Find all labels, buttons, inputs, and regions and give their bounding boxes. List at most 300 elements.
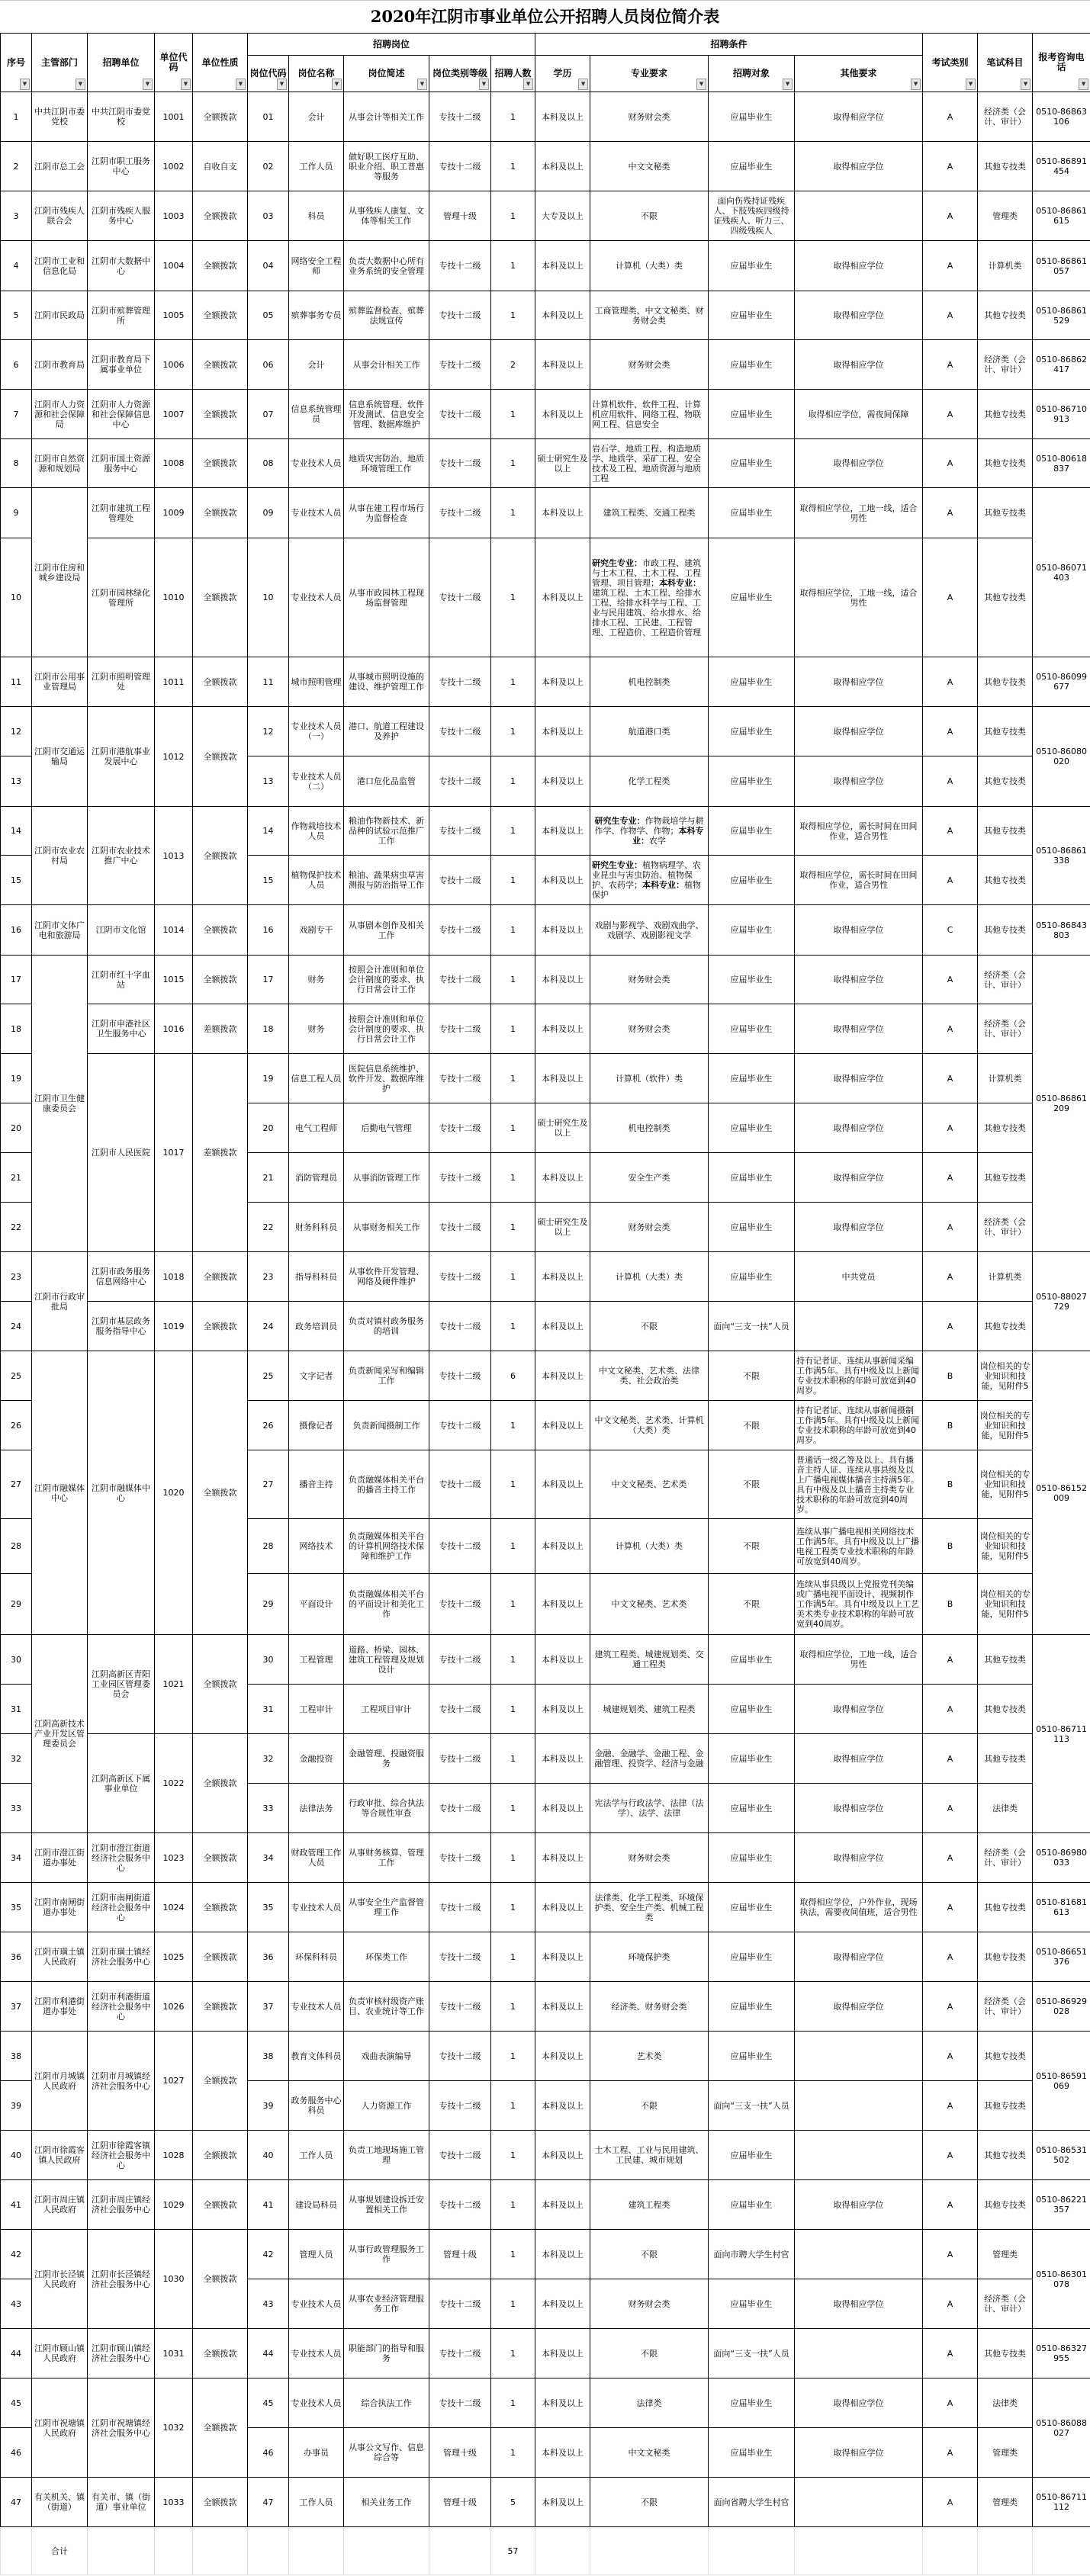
table-row <box>1 1833 1090 1883</box>
cell-exam-type: A <box>923 1302 978 1351</box>
cell-exam-type: A <box>923 707 978 756</box>
cell-edu: 本科及以上 <box>535 1883 590 1932</box>
cell-phone: 0510-86071403 <box>1033 488 1090 657</box>
cell-other: 取得相应学位 <box>795 1054 923 1103</box>
dropdown-filter-icon[interactable]: ▼ <box>696 79 706 90</box>
cell-nature: 全额拨款 <box>193 1982 248 2032</box>
cell-exam-type: A <box>923 1004 978 1054</box>
cell-unit: 江阴市基层政务服务指导中心 <box>88 1302 155 1351</box>
cell-dept: 江阴市残疾人联合会 <box>32 191 88 241</box>
cell-unit: 江阴市长泾镇经济社会服务中心 <box>88 2230 155 2329</box>
cell-exam-type: A <box>923 1103 978 1153</box>
cell-post-name: 专业技术人员 <box>289 538 344 657</box>
header-post-code: 岗位代码 ▼ <box>248 56 289 92</box>
cell-level: 专技十二级 <box>429 1734 491 1784</box>
cell-phone: 0510-86891454 <box>1033 142 1090 191</box>
cell-post-desc: 后勤电气管理 <box>344 1103 429 1153</box>
cell-unit-code: 1006 <box>155 340 193 390</box>
cell-edu: 本科及以上 <box>535 2081 590 2131</box>
table-row <box>1 340 1090 390</box>
cell-phone: 0510-86711113 <box>1033 1635 1090 1833</box>
cell-unit: 江阴高新区下属事业单位 <box>88 1734 155 1833</box>
cell-target: 应届毕业生 <box>709 142 795 191</box>
cell-count: 1 <box>491 390 535 439</box>
cell-exam-type: A <box>923 1635 978 1685</box>
cell-unit: 江阴市港航事业发展中心 <box>88 707 155 807</box>
cell-other: 取得相应学位，工地一线，适合男性 <box>795 488 923 538</box>
cell-post-code: 21 <box>248 1153 289 1203</box>
cell-unit-code: 1027 <box>155 2032 193 2131</box>
cell-post-name: 办事员 <box>289 2428 344 2478</box>
cell-exam-type: A <box>923 2032 978 2081</box>
cell-other: 取得相应学位 <box>795 1203 923 1252</box>
cell-exam-type: A <box>923 439 978 488</box>
cell-major: 化学工程类 <box>590 756 709 807</box>
cell-target: 不限 <box>709 1519 795 1574</box>
cell-edu: 本科及以上 <box>535 142 590 191</box>
cell-edu: 本科及以上 <box>535 1401 590 1450</box>
cell-exam-type: A <box>923 2428 978 2478</box>
cell-post-desc: 殡葬监督检查、殡葬法规宣传 <box>344 291 429 340</box>
table-row <box>1 390 1090 439</box>
dropdown-filter-icon[interactable]: ▼ <box>1021 79 1031 90</box>
cell-post-name: 指导科科员 <box>289 1252 344 1302</box>
cell-edu: 本科及以上 <box>535 1054 590 1103</box>
dropdown-filter-icon[interactable]: ▼ <box>181 79 191 90</box>
cell-count: 1 <box>491 142 535 191</box>
cell-exam-subject: 其他专技类 <box>978 657 1033 707</box>
cell-post-code: 45 <box>248 2378 289 2428</box>
dropdown-filter-icon[interactable]: ▼ <box>479 79 489 90</box>
cell-other: 取得相应学位 <box>795 657 923 707</box>
cell-post-name: 专业技术人员（一） <box>289 707 344 756</box>
cell-dept: 江阴市璜土镇人民政府 <box>32 1932 88 1982</box>
cell-major: 计算机（软件）类 <box>590 1054 709 1103</box>
cell-other: 取得相应学位 <box>795 1004 923 1054</box>
cell-exam-subject: 岗位相关的专业知识和技能，见附件5 <box>978 1401 1033 1450</box>
cell-count: 1 <box>491 1982 535 2032</box>
cell-post-desc: 从事行政管理服务工作 <box>344 2230 429 2279</box>
cell-seq: 46 <box>1 2428 32 2478</box>
cell-target: 应届毕业生 <box>709 807 795 856</box>
cell-level: 专技十二级 <box>429 756 491 807</box>
cell-exam-type: A <box>923 2279 978 2329</box>
cell-post-desc: 粮油作物新技术、新品种的试验示范推广工作 <box>344 807 429 856</box>
cell-dept: 江阴市行政审批局 <box>32 1252 88 1351</box>
table-row <box>1 241 1090 291</box>
cell-exam-subject: 经济类（会计、审计） <box>978 92 1033 142</box>
cell-post-desc: 相关业务工作 <box>344 2478 429 2527</box>
cell-level: 专技十二级 <box>429 807 491 856</box>
cell-edu: 本科及以上 <box>535 1351 590 1401</box>
cell-count: 1 <box>491 1004 535 1054</box>
cell-unit: 江阴市申港社区卫生服务中心 <box>88 1004 155 1054</box>
dropdown-filter-icon[interactable]: ▼ <box>966 79 976 90</box>
cell-post-desc: 从事财务核算、管理工作 <box>344 1833 429 1883</box>
cell-level: 专技十二级 <box>429 707 491 756</box>
cell-dept: 江阴市澄江街道办事处 <box>32 1833 88 1883</box>
dropdown-filter-icon[interactable]: ▼ <box>143 79 153 90</box>
cell-seq: 28 <box>1 1519 32 1574</box>
cell-other: 取得相应学位 <box>795 2378 923 2428</box>
cell-major: 不限 <box>590 1302 709 1351</box>
cell-phone: 0510-86861209 <box>1033 956 1090 1252</box>
cell-other: 取得相应学位，需夜间保障 <box>795 390 923 439</box>
cell-post-name: 工作人员 <box>289 142 344 191</box>
cell-exam-type: A <box>923 756 978 807</box>
cell-exam-subject: 岗位相关的专业知识和技能，见附件5 <box>978 1351 1033 1401</box>
cell-major: 中文文秘类、艺术类 <box>590 1574 709 1635</box>
cell-unit-code: 1002 <box>155 142 193 191</box>
cell-major: 建筑工程类、交通工程类 <box>590 488 709 538</box>
cell-post-code: 34 <box>248 1833 289 1883</box>
cell-edu: 本科及以上 <box>535 1153 590 1203</box>
cell-edu: 本科及以上 <box>535 2230 590 2279</box>
cell-level: 专技十二级 <box>429 1054 491 1103</box>
cell-exam-type: A <box>923 2180 978 2230</box>
table-row <box>1 1252 1090 1302</box>
cell-exam-subject: 管理类 <box>978 2230 1033 2279</box>
cell-level: 专技十二级 <box>429 856 491 905</box>
dropdown-filter-icon[interactable]: ▼ <box>578 79 588 90</box>
cell-post-name: 摄像记者 <box>289 1401 344 1450</box>
cell-major: 计算机软件、软件工程、计算机应用软件、网络工程、物联网工程、信息安全 <box>590 390 709 439</box>
header-other: 其他要求 ▼ <box>795 56 923 92</box>
cell-seq: 20 <box>1 1103 32 1153</box>
cell-other: 取得相应学位 <box>795 1734 923 1784</box>
cell-edu: 本科及以上 <box>535 1734 590 1784</box>
cell-exam-type: A <box>923 956 978 1004</box>
cell-nature: 全额拨款 <box>193 2032 248 2131</box>
cell-dept: 江阴市融媒体中心 <box>32 1351 88 1635</box>
cell-unit: 江阴市人民医院 <box>88 1054 155 1252</box>
cell-major: 机电控制类 <box>590 1103 709 1153</box>
cell-unit: 江阴市南闸街道经济社会服务中心 <box>88 1883 155 1932</box>
cell-exam-type: A <box>923 191 978 241</box>
cell-major: 中文文秘类、艺术类、计算机（大类）类 <box>590 1401 709 1450</box>
cell-level: 专技十二级 <box>429 538 491 657</box>
cell-post-name: 戏剧专干 <box>289 905 344 956</box>
cell-edu: 本科及以上 <box>535 707 590 756</box>
cell-target: 应届毕业生 <box>709 2428 795 2478</box>
cell-post-desc: 从事市政园林工程现场监督管理 <box>344 538 429 657</box>
cell-count: 1 <box>491 2131 535 2180</box>
cell-unit: 中共江阴市委党校 <box>88 92 155 142</box>
cell-edu: 本科及以上 <box>535 1685 590 1734</box>
cell-other: 取得相应学位，工地一线，适合男性 <box>795 538 923 657</box>
cell-unit-code: 1018 <box>155 1252 193 1302</box>
dropdown-filter-icon[interactable]: ▼ <box>236 79 246 90</box>
dropdown-filter-icon[interactable]: ▼ <box>417 79 427 90</box>
cell-major: 艺术类 <box>590 2032 709 2081</box>
table-row <box>1 1982 1090 2032</box>
dropdown-filter-icon[interactable]: ▼ <box>783 79 793 90</box>
cell-count: 1 <box>491 538 535 657</box>
cell-count: 1 <box>491 488 535 538</box>
cell-post-name: 工程管理 <box>289 1635 344 1685</box>
cell-post-code: 15 <box>248 856 289 905</box>
cell-level: 专技十二级 <box>429 291 491 340</box>
cell-phone: 0510-86861615 <box>1033 191 1090 241</box>
cell-level: 专技十二级 <box>429 2081 491 2131</box>
cell-exam-subject: 其他专技类 <box>978 2180 1033 2230</box>
cell-post-desc: 综合执法工作 <box>344 2378 429 2428</box>
cell-unit-code: 1028 <box>155 2131 193 2180</box>
cell-major: 不限 <box>590 2230 709 2279</box>
cell-post-code: 46 <box>248 2428 289 2478</box>
cell-post-code: 40 <box>248 2131 289 2180</box>
cell-target: 应届毕业生 <box>709 439 795 488</box>
cell-count: 5 <box>491 2478 535 2527</box>
cell-edu: 本科及以上 <box>535 1635 590 1685</box>
cell-nature: 全额拨款 <box>193 1932 248 1982</box>
cell-unit-code: 1015 <box>155 956 193 1004</box>
cell-unit: 江阴市人力资源和社会保障信息中心 <box>88 390 155 439</box>
cell-post-desc: 环保类工作 <box>344 1932 429 1982</box>
cell-seq: 42 <box>1 2230 32 2279</box>
cell-post-desc: 从事软件开发管理、网络及硬件维护 <box>344 1252 429 1302</box>
cell-edu: 硕士研究生及以上 <box>535 1103 590 1153</box>
dropdown-filter-icon[interactable]: ▼ <box>76 79 85 90</box>
cell-unit: 江阴市政务服务信息网络中心 <box>88 1252 155 1302</box>
cell-edu: 硕士研究生及以上 <box>535 439 590 488</box>
cell-seq: 7 <box>1 390 32 439</box>
cell-other <box>795 2230 923 2279</box>
cell-post-desc: 从事会计等相关工作 <box>344 92 429 142</box>
cell-exam-type: A <box>923 1054 978 1103</box>
dropdown-filter-icon[interactable]: ▼ <box>277 79 287 90</box>
cell-post-desc: 负责融媒体相关平台的计算机网络技术保障和维护工作 <box>344 1519 429 1574</box>
cell-edu: 本科及以上 <box>535 1252 590 1302</box>
cell-count: 1 <box>491 1252 535 1302</box>
cell-exam-subject: 管理类 <box>978 2428 1033 2478</box>
cell-post-desc: 从事农业经济管理服务工作 <box>344 2279 429 2329</box>
cell-other: 取得相应学位 <box>795 2180 923 2230</box>
cell-edu: 大专及以上 <box>535 191 590 241</box>
cell-target: 应届毕业生 <box>709 1004 795 1054</box>
cell-unit: 江阴市利港街道经济社会服务中心 <box>88 1982 155 2032</box>
cell-unit: 江阴市融媒体中心 <box>88 1351 155 1635</box>
cell-other <box>795 2329 923 2378</box>
cell-exam-subject: 其他专技类 <box>978 2329 1033 2378</box>
cell-other: 取得相应学位 <box>795 956 923 1004</box>
cell-level: 专技十二级 <box>429 1932 491 1982</box>
dropdown-filter-icon[interactable]: ▼ <box>20 79 30 90</box>
cell-phone: 0510-86591069 <box>1033 2032 1090 2131</box>
dropdown-filter-icon[interactable]: ▼ <box>332 79 342 90</box>
cell-unit: 江阴市照明管理处 <box>88 657 155 707</box>
cell-exam-subject: 其他专技类 <box>978 856 1033 905</box>
cell-major: 不限 <box>590 2081 709 2131</box>
cell-count: 6 <box>491 1351 535 1401</box>
cell-phone: 0510-86099677 <box>1033 657 1090 707</box>
cell-unit: 江阴市顾山镇经济社会服务中心 <box>88 2329 155 2378</box>
cell-unit: 江阴市璜土镇经济社会服务中心 <box>88 1932 155 1982</box>
cell-post-desc: 职能部门的指导和服务 <box>344 2329 429 2378</box>
cell-major: 土木工程、工业与民用建筑、工民建、城市规划 <box>590 2131 709 2180</box>
cell-post-code: 30 <box>248 1635 289 1685</box>
cell-exam-type: A <box>923 1932 978 1982</box>
cell-count: 1 <box>491 1519 535 1574</box>
cell-post-desc: 负责工地现场施工管理 <box>344 2131 429 2180</box>
cell-major: 中文文秘类 <box>590 2428 709 2478</box>
cell-major: 环境保护类 <box>590 1932 709 1982</box>
cell-phone: 0510-86711112 <box>1033 2478 1090 2527</box>
cell-unit: 江阴市澄江街道经济社会服务中心 <box>88 1833 155 1883</box>
cell-dept: 有关机关、镇（街道） <box>32 2478 88 2527</box>
cell-dept: 江阴市农业农村局 <box>32 807 88 905</box>
cell-exam-subject: 经济类（会计、审计） <box>978 340 1033 390</box>
cell-count: 1 <box>491 1685 535 1734</box>
cell-target: 应届毕业生 <box>709 1734 795 1784</box>
cell-post-name: 作物栽培技术人员 <box>289 807 344 856</box>
cell-unit-code: 1008 <box>155 439 193 488</box>
header-dept: 主管部门 ▼ <box>32 34 88 92</box>
cell-edu: 本科及以上 <box>535 807 590 856</box>
cell-seq: 36 <box>1 1932 32 1982</box>
cell-nature: 全额拨款 <box>193 1635 248 1734</box>
cell-post-name: 专业技术人员（二） <box>289 756 344 807</box>
cell-seq: 21 <box>1 1153 32 1203</box>
cell-exam-type: A <box>923 1833 978 1883</box>
cell-post-desc: 戏曲表演编导 <box>344 2032 429 2081</box>
cell-target: 应届毕业生 <box>709 2180 795 2230</box>
cell-exam-subject: 其他专技类 <box>978 538 1033 657</box>
cell-major: 中文文秘类 <box>590 142 709 191</box>
cell-phone: 0510-86301078 <box>1033 2230 1090 2329</box>
cell-other: 取得相应学位 <box>795 1103 923 1153</box>
cell-count: 1 <box>491 707 535 756</box>
cell-exam-type: B <box>923 1574 978 1635</box>
cell-exam-type: A <box>923 340 978 390</box>
cell-count: 1 <box>491 1734 535 1784</box>
dropdown-filter-icon[interactable]: ▼ <box>1079 79 1088 90</box>
cell-nature: 全额拨款 <box>193 2230 248 2329</box>
cell-unit-code: 1024 <box>155 1883 193 1932</box>
cell-exam-subject: 管理类 <box>978 2478 1033 2527</box>
cell-major: 财务财会类 <box>590 340 709 390</box>
cell-exam-type: A <box>923 2378 978 2428</box>
cell-post-code: 13 <box>248 756 289 807</box>
cell-count: 1 <box>491 657 535 707</box>
cell-major: 建筑工程类 <box>590 2180 709 2230</box>
cell-count: 1 <box>491 2428 535 2478</box>
cell-post-name: 网络安全工程师 <box>289 241 344 291</box>
cell-post-desc: 从事城市照明设施的建设、维护管理工作 <box>344 657 429 707</box>
cell-other: 中共党员 <box>795 1252 923 1302</box>
cell-count: 1 <box>491 1784 535 1833</box>
cell-other: 取得相应学位，户外作业，现场执法，需要夜间值班，适合男性 <box>795 1883 923 1932</box>
cell-unit: 江阴市红十字血站 <box>88 956 155 1004</box>
cell-target: 应届毕业生 <box>709 856 795 905</box>
cell-count: 1 <box>491 241 535 291</box>
cell-seq: 39 <box>1 2081 32 2131</box>
dropdown-filter-icon[interactable]: ▼ <box>523 79 533 90</box>
cell-post-name: 财务科科员 <box>289 1203 344 1252</box>
cell-level: 专技十二级 <box>429 1574 491 1635</box>
cell-dept: 江阴市教育局 <box>32 340 88 390</box>
cell-target: 应届毕业生 <box>709 92 795 142</box>
cell-dept: 江阴市卫生健康委员会 <box>32 956 88 1252</box>
cell-other: 取得相应学位 <box>795 241 923 291</box>
cell-count: 1 <box>491 1833 535 1883</box>
table-row <box>1 956 1090 1004</box>
cell-exam-subject: 岗位相关的专业知识和技能，见附件5 <box>978 1574 1033 1635</box>
dropdown-filter-icon[interactable]: ▼ <box>911 79 921 90</box>
cell-post-code: 25 <box>248 1351 289 1401</box>
cell-nature: 全额拨款 <box>193 807 248 905</box>
cell-other: 取得相应学位 <box>795 2279 923 2329</box>
cell-seq: 8 <box>1 439 32 488</box>
cell-edu: 本科及以上 <box>535 390 590 439</box>
cell-post-name: 专业技术人员 <box>289 2279 344 2329</box>
cell-level: 专技十二级 <box>429 488 491 538</box>
cell-post-desc: 从事在建工程市场行为监督检查 <box>344 488 429 538</box>
cell-level: 专技十二级 <box>429 1401 491 1450</box>
cell-edu: 本科及以上 <box>535 2032 590 2081</box>
cell-target: 不限 <box>709 1450 795 1519</box>
cell-unit-code: 1019 <box>155 1302 193 1351</box>
cell-unit-code: 1014 <box>155 905 193 956</box>
cell-nature: 差额拨款 <box>193 1004 248 1054</box>
header-group-conditions: 招聘条件 <box>535 34 923 56</box>
cell-post-name: 殡葬事务专员 <box>289 291 344 340</box>
cell-post-name: 植物保护技术人员 <box>289 856 344 905</box>
cell-exam-subject: 经济类（会计、审计） <box>978 1833 1033 1883</box>
cell-target: 应届毕业生 <box>709 1203 795 1252</box>
cell-target: 应届毕业生 <box>709 2131 795 2180</box>
cell-exam-subject: 其他专技类 <box>978 2131 1033 2180</box>
cell-post-desc: 人力资源工作 <box>344 2081 429 2131</box>
cell-level: 专技十二级 <box>429 2279 491 2329</box>
cell-post-name: 政务服务中心科员 <box>289 2081 344 2131</box>
cell-seq: 35 <box>1 1883 32 1932</box>
cell-exam-type: B <box>923 1351 978 1401</box>
cell-exam-subject: 法律类 <box>978 2378 1033 2428</box>
cell-nature: 全额拨款 <box>193 956 248 1004</box>
cell-exam-type: A <box>923 807 978 856</box>
cell-seq: 27 <box>1 1450 32 1519</box>
cell-major: 不限 <box>590 2478 709 2527</box>
table-row <box>1 488 1090 538</box>
cell-post-name: 环保科科员 <box>289 1932 344 1982</box>
cell-major: 不限 <box>590 2329 709 2378</box>
cell-target: 应届毕业生 <box>709 1784 795 1833</box>
cell-target: 应届毕业生 <box>709 756 795 807</box>
cell-major: 计算机（大类）类 <box>590 1252 709 1302</box>
cell-unit-code: 1005 <box>155 291 193 340</box>
cell-edu: 本科及以上 <box>535 241 590 291</box>
cell-post-code: 08 <box>248 439 289 488</box>
cell-seq: 41 <box>1 2180 32 2230</box>
cell-seq: 6 <box>1 340 32 390</box>
cell-exam-subject: 其他专技类 <box>978 1635 1033 1685</box>
cell-unit: 江阴市农业技术推广中心 <box>88 807 155 905</box>
cell-nature: 全额拨款 <box>193 1734 248 1833</box>
cell-count: 1 <box>491 807 535 856</box>
cell-major: 财务财会类 <box>590 92 709 142</box>
cell-nature: 全额拨款 <box>193 2478 248 2527</box>
cell-post-name: 城市照明管理 <box>289 657 344 707</box>
cell-other: 连续从事广播电视相关网络技术工作满5年。具有中级及以上广播电视工程类专业技术职称的年龄可放宽到40周岁。 <box>795 1519 923 1574</box>
cell-post-code: 03 <box>248 191 289 241</box>
cell-dept: 江阴市利港街道办事处 <box>32 1982 88 2032</box>
cell-unit-code: 1026 <box>155 1982 193 2032</box>
cell-seq: 12 <box>1 707 32 756</box>
cell-phone: 0510-86861057 <box>1033 241 1090 291</box>
cell-post-code: 16 <box>248 905 289 956</box>
cell-target: 面向市聘大学生村官 <box>709 2230 795 2279</box>
